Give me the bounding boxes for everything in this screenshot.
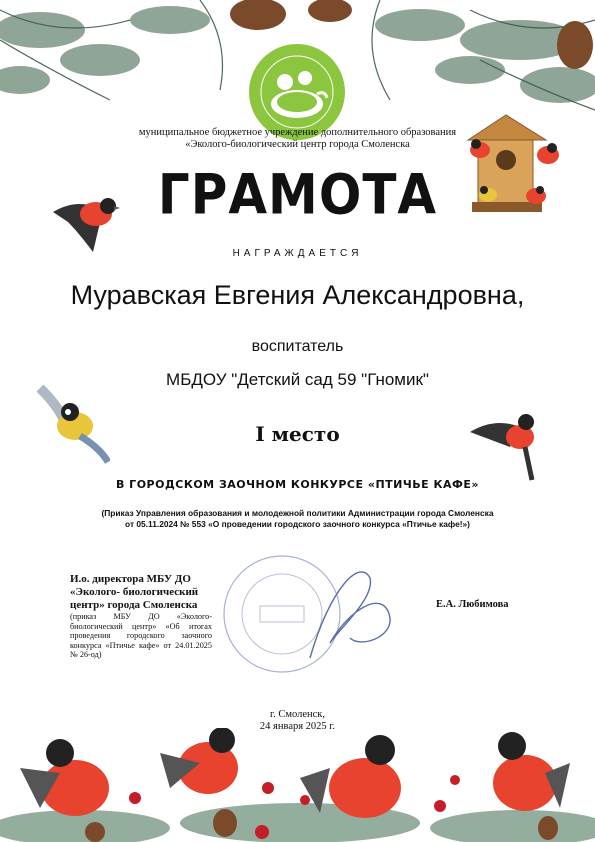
signer-title-line-2: «Эколого- биологический: [70, 586, 199, 598]
issue-city: г. Смоленск,: [269, 709, 326, 720]
signer-title: [70, 573, 212, 612]
signer-name: Е.А. Любимова: [436, 599, 509, 610]
signer-order-note: (приказ МБУ ДО «Эколого-биологический центр» «Об итогах проведения городского заочного конкурса «Птичье кафе» от 24.01.2025 № 26-од): [70, 612, 212, 660]
order-line-2: от 05.11.2024 № 553 «О проведении городского заочного конкурса «Птичье кафе!»): [125, 519, 470, 529]
awarded-label: НАГРАЖДАЕТСЯ: [232, 248, 363, 259]
recipient-name: Муравская Евгения Александровна,: [70, 280, 525, 310]
order-line-1: (Приказ Управления образования и молодежной политики Администрации города Смоленска: [101, 508, 494, 518]
bullfinch-garland-bottom: [0, 728, 595, 842]
organization-line-2: «Эколого-биологический центр города Смоленска: [185, 139, 410, 150]
signer-title-line-1: И.о. директора МБУ ДО: [70, 573, 191, 585]
official-stamp-seal: [210, 548, 400, 678]
recipient-institution: МБДОУ "Детский сад 59 "Гномик": [166, 370, 429, 389]
organization-line-1: муниципальное бюджетное учреждение дополнительного образования: [138, 127, 457, 138]
place-award: I место: [255, 422, 340, 446]
recipient-position: воспитатель: [251, 338, 344, 355]
contest-name: В ГОРОДСКОМ ЗАОЧНОМ КОНКУРСЕ «ПТИЧЬЕ КАФЕ»: [115, 478, 480, 491]
signer-title-line-3: центр» города Смоленска: [70, 599, 198, 611]
certificate-title: ГРАМОТА: [157, 163, 438, 227]
signature-block: [70, 573, 212, 660]
issue-date: 24 января 2025 г.: [259, 721, 336, 732]
order-reference: [0, 508, 595, 530]
